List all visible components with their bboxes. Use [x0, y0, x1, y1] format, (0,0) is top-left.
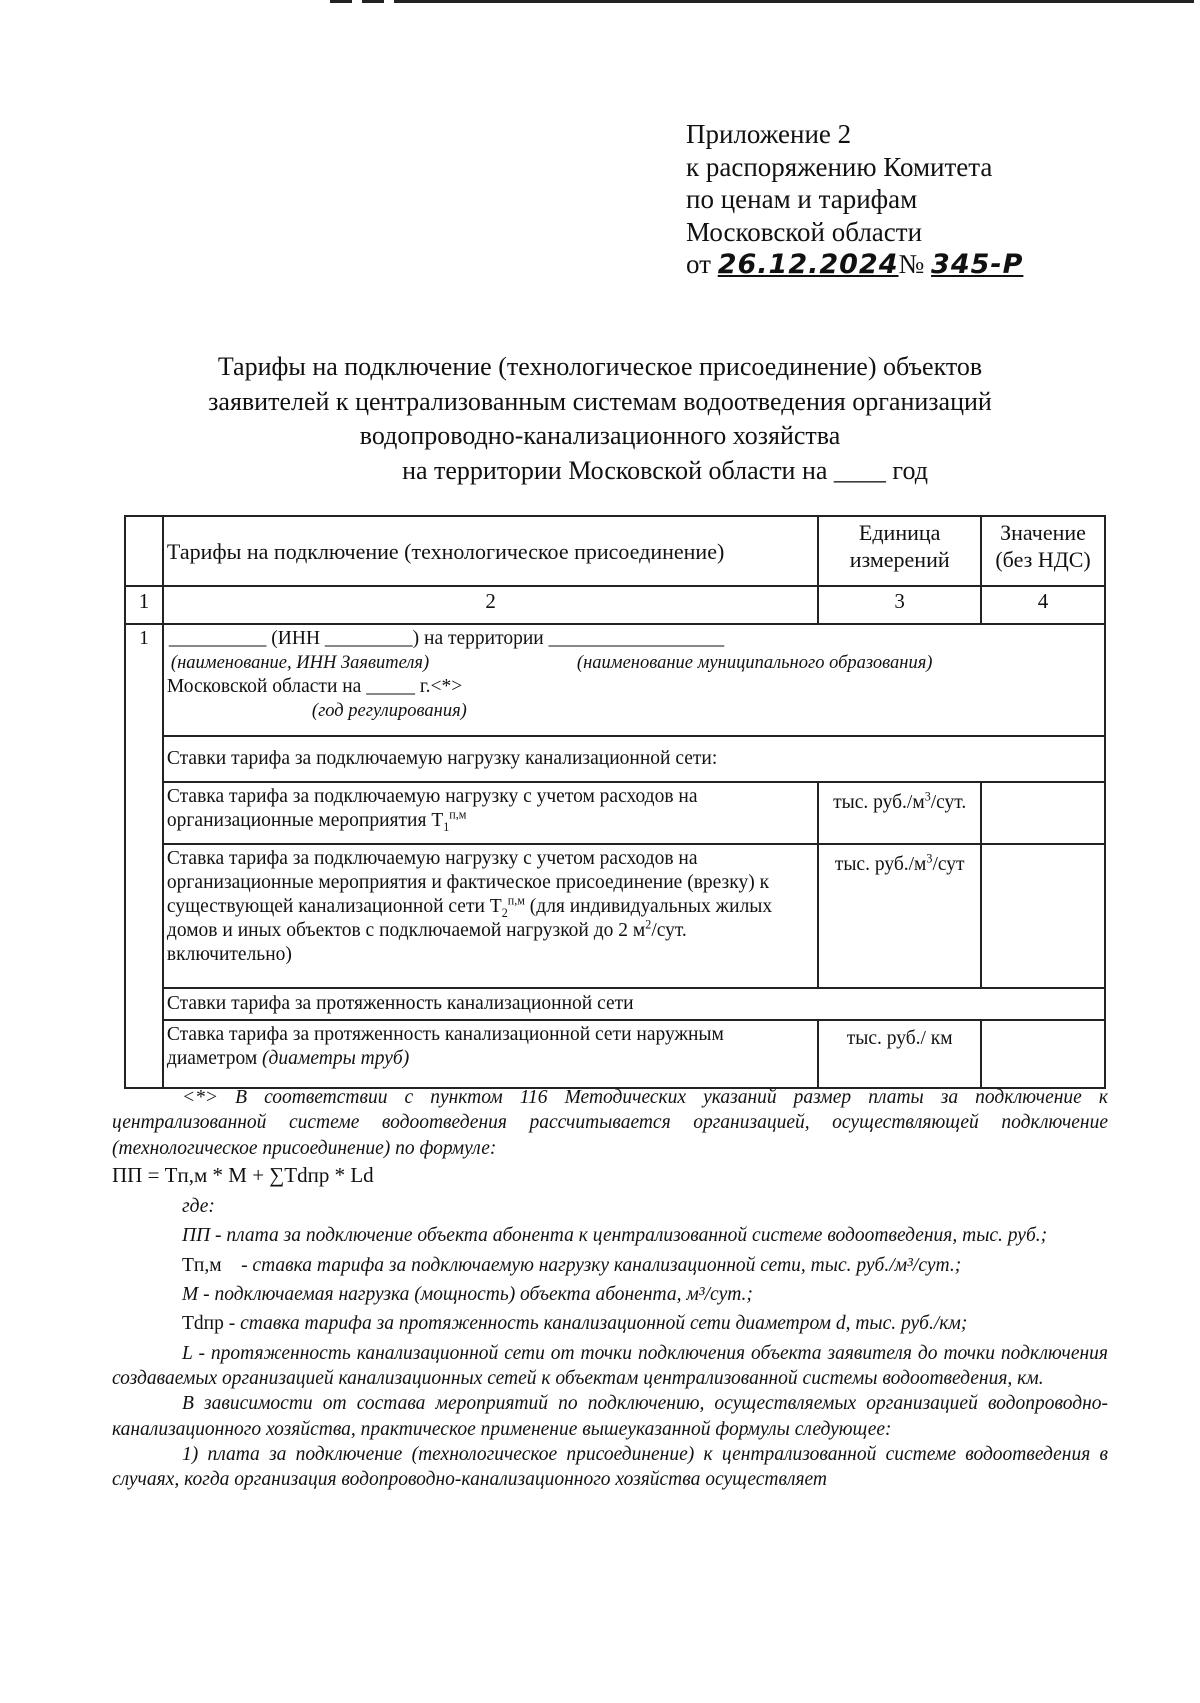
rate3-text: Ставка тарифа за протяженность канализационной сети наружным диаметром — [166, 1024, 724, 1069]
tariff-table — [124, 515, 1106, 1089]
rate3-value — [981, 1020, 1105, 1088]
rate2-text: /сут. включительно) — [166, 920, 687, 965]
handwritten-number: 345-Р — [931, 249, 1024, 280]
rate1-unit — [818, 782, 981, 844]
rate3-description — [163, 1020, 818, 1088]
rate2-text: Ставка тарифа за подключаемую нагрузку с учетом расходов на организационные мероприятия и фактическое присоединение (врезку) к существующей канализационной сети T — [166, 848, 770, 917]
rate2-text: (для индивидуальных жилых домов и иных объектов с подключаемой нагрузкой до 2 м — [166, 896, 773, 941]
column-number: 1 — [125, 586, 163, 624]
organization-line: __________ (ИНН _________) на территории __________________ — [168, 628, 725, 649]
appendix-block — [686, 118, 1126, 282]
rate1-description — [163, 782, 818, 844]
organization-hint: (год регулирования) — [311, 701, 467, 721]
definition-td-text: - ставка тарифа за протяженность канализационной сети диаметром d, тыс. руб./км; — [228, 1313, 968, 1335]
unit-text: тыс. руб./м — [834, 854, 927, 875]
symbol-t: Tп,м — [182, 1254, 222, 1276]
rate-row — [125, 1020, 1105, 1088]
rate2-description — [163, 844, 818, 988]
appendix-line: к распоряжению Комитета — [686, 151, 993, 182]
document-title — [120, 350, 1080, 488]
definition-t — [112, 1253, 1108, 1278]
footnote — [112, 1085, 1108, 1492]
symbol-td: Tdпр — [182, 1313, 224, 1335]
column-number: 4 — [981, 586, 1105, 624]
rate-row — [125, 782, 1105, 844]
column-number: 3 — [818, 586, 981, 624]
rate2-sup: п,м — [507, 893, 525, 908]
rate2-value — [981, 844, 1105, 988]
header-cell: Тарифы на подключение (технологическое присоединение) — [163, 516, 818, 586]
hint-municipality: (наименование муниципального образования) — [576, 653, 933, 673]
title-line: на территории Московской области на ____ год — [402, 455, 928, 485]
rate2-unit — [818, 844, 981, 988]
column-number-row — [125, 586, 1105, 624]
column-number: 2 — [163, 586, 818, 624]
header-cell: Единица измерений — [818, 516, 981, 586]
footnote-intro: <*> В соответствии с пунктом 116 Методических указаний размер платы за подключение к централизованной системе водоотведения рассчитывается организацией, осуществляющей подключение (технологическое присоединение) по формуле: — [112, 1087, 1108, 1159]
scan-artifact — [362, 0, 384, 3]
section-row — [125, 736, 1105, 782]
handwritten-date: 26.12.2024 — [717, 249, 899, 280]
rate3-text-italic: (диаметры труб) — [262, 1048, 410, 1069]
dependency-paragraph: В зависимости от состава мероприятий по подключению, осуществляемых организацией водопроводно-канализационного хозяйства, практическое применение вышеуказанной формулы следующее: — [112, 1393, 1108, 1440]
rate1-sub: 1 — [443, 819, 450, 834]
organization-hint — [167, 651, 1101, 675]
unit-sup: 3 — [924, 789, 931, 804]
rate-row — [125, 844, 1105, 988]
appendix-line: Приложение 2 — [686, 119, 852, 149]
rate2-sub: 2 — [501, 905, 508, 920]
rate1-value — [981, 782, 1105, 844]
appendix-date-line — [686, 248, 1126, 282]
organization-cell — [163, 624, 1105, 736]
section-row — [125, 988, 1105, 1020]
unit-tail: /сут. — [930, 792, 967, 813]
definition-pp: ПП - плата за подключение объекта абонента к централизованной системе водоотведения, тыс. руб.; — [182, 1225, 1048, 1247]
formula-where: где: — [182, 1196, 215, 1218]
organization-row — [125, 624, 1105, 736]
title-line: заявителей к централизованным системам водоотведения организаций — [208, 386, 992, 416]
number-label: № — [898, 249, 925, 279]
definition-m: M - подключаемая нагрузка (мощность) объекта абонента, м³/сут.; — [182, 1284, 753, 1306]
unit-sup: 3 — [926, 851, 933, 866]
definition-t-text: - ставка тарифа за подключаемую нагрузку канализационной сети, тыс. руб./м³/сут.; — [241, 1254, 962, 1276]
scan-artifact — [330, 0, 352, 3]
rate1-text: Ставка тарифа за подключаемую нагрузку с учетом расходов на организационные мероприятия T — [166, 786, 698, 831]
rate3-unit: тыс. руб./ км — [818, 1020, 981, 1088]
from-label: от — [686, 249, 711, 279]
definition-td — [112, 1311, 1108, 1336]
row-number: 1 — [125, 624, 163, 1088]
unit-tail: /сут — [932, 854, 965, 875]
header-cell: Значение (без НДС) — [981, 516, 1105, 586]
hint-applicant: (наименование, ИНН Заявителя) — [170, 653, 430, 673]
title-line: водопроводно-канализационного хозяйства — [359, 421, 841, 450]
rate1-sup: п,м — [449, 807, 467, 822]
title-line: Тарифы на подключение (технологическое присоединение) объектов — [217, 352, 983, 381]
appendix-line: Московской области — [686, 216, 923, 247]
section-length-title: Ставки тарифа за протяженность канализационной сети — [163, 988, 1105, 1020]
formula: ПП = Tп,м * M + ∑Tdпр * Ld — [112, 1162, 374, 1187]
appendix-line: по ценам и тарифам — [686, 184, 918, 214]
section-load-title: Ставки тарифа за подключаемую нагрузку канализационной сети: — [163, 736, 1105, 782]
header-cell — [125, 516, 163, 586]
table-header-row — [125, 516, 1105, 586]
unit-text: тыс. руб./м — [833, 792, 925, 813]
organization-line: Московской области на _____ г.<*> — [166, 676, 463, 697]
definition-l: L - протяженность канализационной сети от точки подключения объекта заявителя до точки подключения создаваемых организацией канализационных сетей к объектам централизованной системы водоотведения, км. — [112, 1342, 1108, 1389]
rate2-text-sup: 2 — [645, 917, 652, 932]
scan-artifact — [394, 0, 1194, 3]
item-1: 1) плата за подключение (технологическое присоединение) к централизованной системе водоотведения в случаях, когда организация водопроводно-канализационного хозяйства осуществляет — [112, 1443, 1108, 1491]
